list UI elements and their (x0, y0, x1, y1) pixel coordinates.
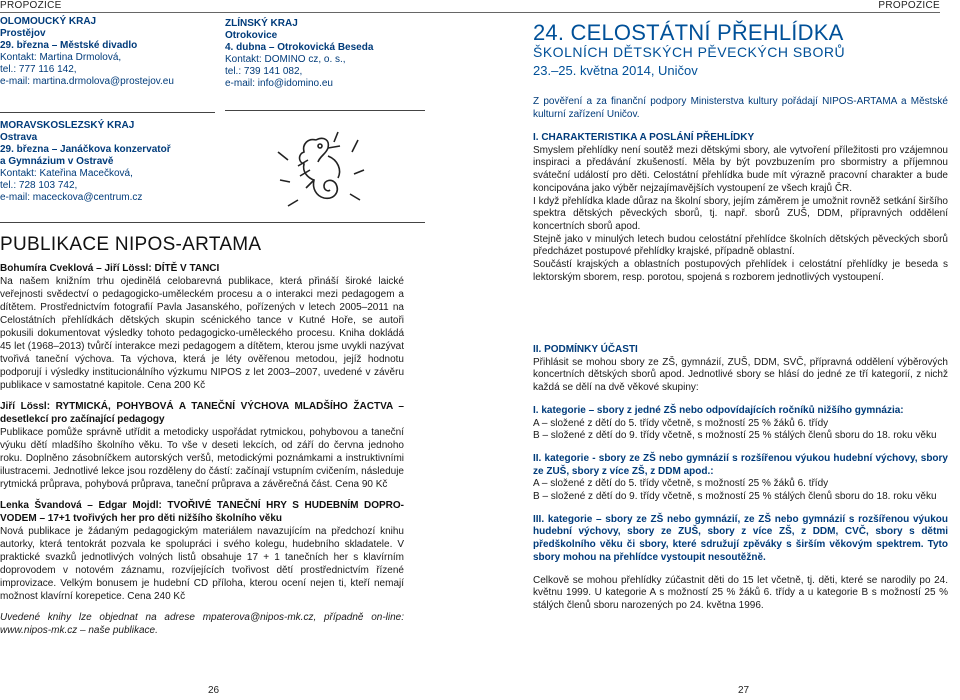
organizer-zlinsky (225, 18, 425, 90)
contact-tel: tel.: 728 103 742, (0, 180, 78, 191)
region-name: OLOMOUCKÝ KRAJ (0, 16, 97, 27)
section-heading: I. CHARAKTERISTIKA A POSLÁNÍ PŘEHLÍDKY (533, 132, 755, 143)
contact-email[interactable]: e-mail: info@idomino.eu (225, 78, 333, 89)
page-subtitle: ŠKOLNÍCH DĚTSKÝCH PĚVECKÝCH SBORŮ (533, 44, 846, 60)
city-name: Ostrava (0, 132, 38, 143)
divider (0, 222, 425, 223)
category-group: B – složené z dětí do 9. třídy včetně, s možností 25 % stálých členů sboru do 18. roku věku (533, 491, 937, 503)
contact-email[interactable]: e-mail: martina.drmolova@prostejov.eu (0, 76, 174, 87)
header-label: PROPOZICE (0, 0, 62, 11)
page-title: 24. CELOSTÁTNÍ PŘEHLÍDKA (533, 20, 844, 45)
organizer-moravskoslezsky (0, 120, 220, 204)
publication-item (0, 262, 404, 392)
event-date: 4. dubna – Otrokovická Beseda (225, 42, 374, 53)
contact-name: Kontakt: Kateřina Macečková, (0, 168, 133, 179)
page-number-left: 26 (208, 685, 220, 696)
contact-tel: tel.: 739 141 082, (225, 66, 303, 77)
paragraph: Stejně jako v minulých letech budou celostátní přehlídce školních dětských pěveckých sborů předcházet postupové přehlídky krajské, případně oblastní. (533, 233, 948, 258)
divider (0, 112, 215, 113)
divider (225, 110, 425, 111)
order-note: Uvedené knihy lze objednat na adrese mpaterova@nipos-mk.cz, případně on-line: www.nipos-mk.cz – naše publikace. (0, 612, 404, 636)
paragraph: Součástí krajských a oblastních postupových přehlídek i celostátní přehlídky je beseda s lektorským sborem, resp. porotou, spojená s rozborem jednotlivých vystoupení. (533, 259, 948, 283)
contact-email[interactable]: e-mail: maceckova@centrum.cz (0, 192, 143, 203)
region-name: MORAVSKOSLEZSKÝ KRAJ (0, 120, 135, 131)
header-label: PROPOZICE (878, 0, 940, 11)
publication-title: Jiří Lössl: RYTMICKÁ, POHYBOVÁ A TANEČNÍ VÝCHOVA MLADŠÍHO ŽACTVA – desetlekcí pro začínající pedagogy (0, 401, 404, 425)
page-number-right: 27 (738, 685, 750, 696)
page-header-left (0, 0, 480, 13)
event-date: 29. března – Městské divadlo (0, 40, 138, 51)
seahorse-icon (268, 130, 380, 218)
city-name: Prostějov (0, 28, 46, 39)
section-title-publications: PUBLIKACE NIPOS-ARTAMA (0, 234, 262, 255)
intro-paragraph: Z pověření a za finanční podpory Ministerstva kultury pořádají NIPOS-ARTAMA a Městské kulturní zařízení Uničov. (533, 96, 948, 120)
publication-desc: Na našem knižním trhu ojedinělá celobarevná publikace, která přináší široké laické veřejnosti svědectví o pedagogicko-uměleckém procesu a o interakci mezi pedagogem a dítětem. Prostřednictvím fotografií Pavla Jasanského, pořízených v letech 2005–2011 na Celostátních přehlídkách dětských skupin scénického tance v Kutné Hoře, se autoři pokusili dokumentovat výsledky tohoto pedagogicko-uměleckého procesu. Kniha dokládá 45 let (1968–2013) tvůrčí interakce mezi pedagogem a dítětem, kterou jsme uvykli nazývat tvořivá taneční výchova. Ta výchova, která je léty ověřenou metodou, jejíž hodnotu podporují i výsledky institucionálního výzkumu NIPOS z let 2003–2007, uvedené v závěru publikace v samostatné kapitole. Cena 200 Kč (0, 276, 404, 391)
category-group: B – složené z dětí do 9. třídy včetně, s možností 25 % stálých členů sboru do 18. roku věku (533, 430, 937, 442)
category-group: A – složené z dětí do 5. třídy včetně, s možností 25 % žáků 6. třídy (533, 417, 829, 429)
publication-desc: Nová publikace je žádaným pedagogickým materiálem navazujícím na předchozí knihu autorky, která tentokrát pozvala ke spolupráci i svého kolegu, hudebního skladatele. V praktické svazků jednotlivých volných listů obsahuje 17 + 1 tanečních her s klavírním doprovodem v notovém záznamu, rozvíjejících tvořivost dětí prostřednictvím řízené improvizace. Velkým bonusem je hudební CD příloha, kterou ocení nejen ti, kteří nemají možnost klavírní korepetice. Cena 240 Kč (0, 526, 404, 602)
publication-item (0, 400, 404, 491)
publication-item (0, 499, 404, 603)
category-heading: I. kategorie – sbory z jedné ZŠ nebo odpovídajících ročníků nižšího gymnázia: (533, 404, 904, 416)
publication-title: Lenka Švandová – Edgar Mojdl: TVOŘIVÉ TANEČNÍ HRY S HUDEBNÍM DOPRO-VODEM – 17+1 tvořivých her pro děti nižšího školního věku (0, 500, 404, 524)
contact-name: Kontakt: DOMINO cz, o. s., (225, 54, 346, 65)
category-heading: III. kategorie – sbory ze ZŠ nebo gymnázií, ze ZŠ nebo gymnázií s rozšířenou výukou hudební výchovy, sbory ze ZUŠ, sbory z více ZŠ, z DDM, CVČ, sbory s dětmi předškolního věku či sbory, které sdružují zpěváky s širším věkovým spektrem. Tyto sbory mohou na přehlídce vystoupit nesoutěžně. (533, 513, 948, 563)
section-conditions (533, 344, 948, 613)
section-characteristics (533, 132, 948, 284)
region-name: ZLÍNSKÝ KRAJ (225, 18, 298, 29)
city-name: Otrokovice (225, 30, 278, 41)
section-heading: II. PODMÍNKY ÚČASTI (533, 344, 638, 355)
event-date-location: 23.–25. května 2014, Uničov (533, 63, 698, 78)
page-header-right (480, 0, 940, 13)
paragraph: Celkově se mohou přehlídky zúčastnit děti do 15 let včetně, tj. děti, které se narodily po 24. květnu 1999. U kategorie A s možností 25 % žáků 6. třídy a u kategorie B s možností 25 % stálých členů sboru narozených po 24. května 1996. (533, 574, 948, 611)
publication-title: Bohumíra Cveklová – Jiří Lössl: DÍTĚ V TANCI (0, 263, 220, 274)
category-heading: II. kategorie - sbory ze ZŠ nebo gymnázií s rozšířenou výukou hudební výchovy, sbory ze ZUŠ, sbory z více ZŠ, z DDM apod.: (533, 452, 948, 477)
contact-tel: tel.: 777 116 142, (0, 64, 77, 75)
contact-name: Kontakt: Martina Drmolová, (0, 52, 122, 63)
intro-text (533, 96, 948, 121)
event-date: 29. března – Janáčkova konzervatoř (0, 144, 171, 155)
event-venue: a Gymnázium v Ostravě (0, 156, 114, 167)
publications-list (0, 262, 404, 645)
organizer-olomoucky (0, 16, 220, 88)
category-group: A – složené z dětí do 5. třídy včetně, s možností 25 % žáků 6. třídy (533, 478, 829, 490)
paragraph: Přihlásit se mohou sbory ze ZŠ, gymnázií, ZUŠ, DDM, SVČ, přípravná oddělení výběrových koncertních dětských sborů apod. Jednotlivé sbory se hlásí do jedné ze tří kategorií, z nichž každá se dělí na dvě věkové skupiny: (533, 356, 948, 394)
paragraph: Smyslem přehlídky není soutěž mezi dětskými sbory, ale vytvoření příležitosti pro vzájemnou inspiraci a předávání zkušeností. Měla by být povzbuzením pro sbormistry a příjemnou sváteční událostí pro děti. Celostátní přehlídka bude mít výrazně pracovní charakter a bude koncipována jako výběr nejzajímavějších vystoupení ze všech krajů ČR. (533, 144, 948, 194)
paragraph: I když přehlídka klade důraz na školní sbory, jejím záměrem je umožnit rovněž setkání širšího spektra dětských pěveckých sborů, tj. např. sborů ZUŠ, DDM, přípravných oddělení koncertních sborů apod. (533, 195, 948, 232)
publication-desc: Publikace pomůže správně utřídit a metodicky uspořádat rytmickou, pohybovou a taneční výuku dětí mladšího školního věku. To vše v deseti lekcích, od září do června jednoho roku. Doplněno zásobníčkem autorských veršů, metodickými poznámkami a instruktivními ilustracemi. Jednotlivé lekce jsou rozděleny do částí: začínají vstupním cvičením, následuje rytmická průprava, pohybová průprava, taneční průprava a závěrečná část. Cena 90 Kč (0, 427, 404, 490)
